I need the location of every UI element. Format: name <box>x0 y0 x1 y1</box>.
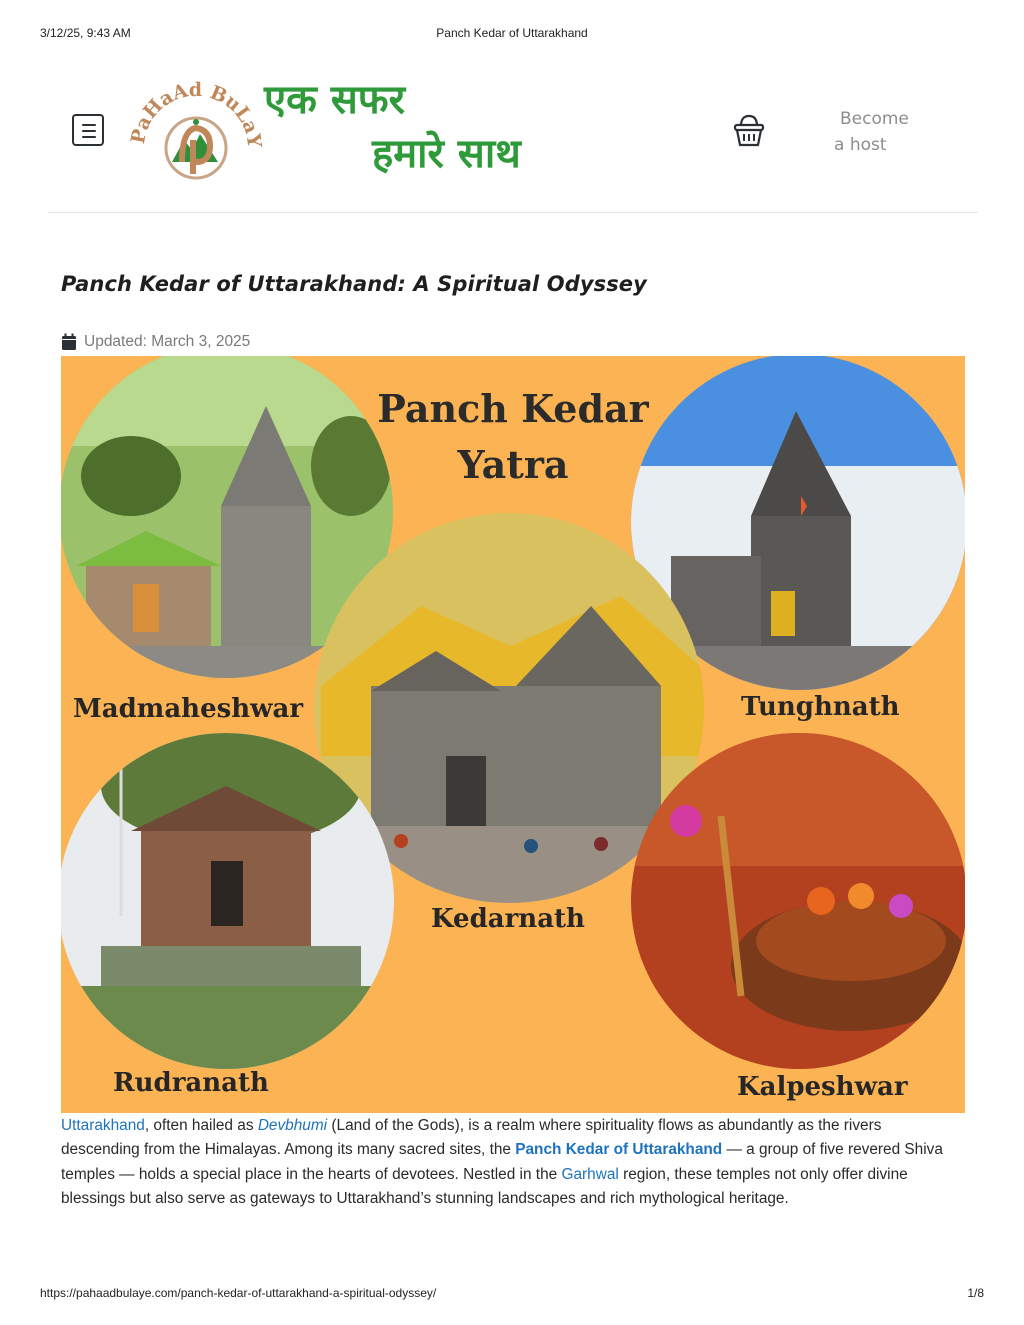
site-tagline <box>262 76 562 186</box>
hero-title-line2: Yatra <box>457 442 569 487</box>
link-panch-kedar[interactable]: Panch Kedar of Uttarakhand <box>515 1141 723 1159</box>
logo-emblem-icon <box>126 70 266 190</box>
hero-image <box>61 356 965 1113</box>
print-url: https://pahaadbulaye.com/panch-kedar-of-uttarakhand-a-spiritual-odyssey/ <box>40 1286 437 1300</box>
become-host-line1: Become <box>840 109 909 129</box>
print-footer <box>40 1286 984 1302</box>
link-devbhumi[interactable]: Devbhumi <box>257 1117 328 1134</box>
article-title: Panch Kedar of Uttarakhand: A Spiritual Odyssey <box>61 272 647 296</box>
site-logo[interactable] <box>126 70 266 190</box>
print-page-title: Panch Kedar of Uttarakhand <box>436 26 588 40</box>
intro-text-1: , often hailed as <box>144 1117 258 1134</box>
menu-icon[interactable] <box>72 114 104 146</box>
tagline-line1: एक सफर <box>264 77 406 123</box>
calendar-icon <box>61 333 77 351</box>
intro-text-2: (Land of the Gods), is a realm where spirituality flows as abundantly as the rivers descending from the Himalayas. Among its many sacred sites, the <box>61 1117 882 1159</box>
label-kalpeshwar: Kalpeshwar <box>737 1072 908 1102</box>
intro-text-3: — a group of five revered Shiva temples — holds a special place in the hearts of devotees. Nestled in the <box>61 1141 943 1183</box>
updated-date <box>61 332 250 352</box>
label-rudranath: Rudranath <box>113 1068 269 1098</box>
tagline-line2: हमारे साथ <box>372 131 521 177</box>
become-host-line2: a host <box>834 135 887 155</box>
label-madmaheshwar: Madmaheshwar <box>73 694 304 724</box>
label-tunghnath: Tunghnath <box>741 692 900 722</box>
svg-text:PaHaAd BuLaYe: PaHaAd BuLaY <box>126 78 266 148</box>
hero-title-line1: Panch Kedar <box>377 386 649 431</box>
label-kedarnath: Kedarnath <box>431 904 585 934</box>
print-datetime: 3/12/25, 9:43 AM <box>40 26 131 40</box>
print-page-number: 1/8 <box>967 1286 984 1300</box>
intro-paragraph <box>61 1114 961 1211</box>
link-garhwal[interactable]: Garhwal <box>561 1165 619 1183</box>
print-header <box>40 26 984 42</box>
header-divider <box>48 212 978 213</box>
become-host-link[interactable] <box>830 106 920 158</box>
basket-icon[interactable] <box>732 112 766 150</box>
link-uttarakhand[interactable]: Uttarakhand <box>61 1117 145 1134</box>
updated-date-text: Updated: March 3, 2025 <box>84 333 251 350</box>
intro-text-4: region, these temples not only offer divine blessings but also serve as gateways to Uttarakhand’s stunning landscapes and rich mythological heritage. <box>61 1165 908 1207</box>
